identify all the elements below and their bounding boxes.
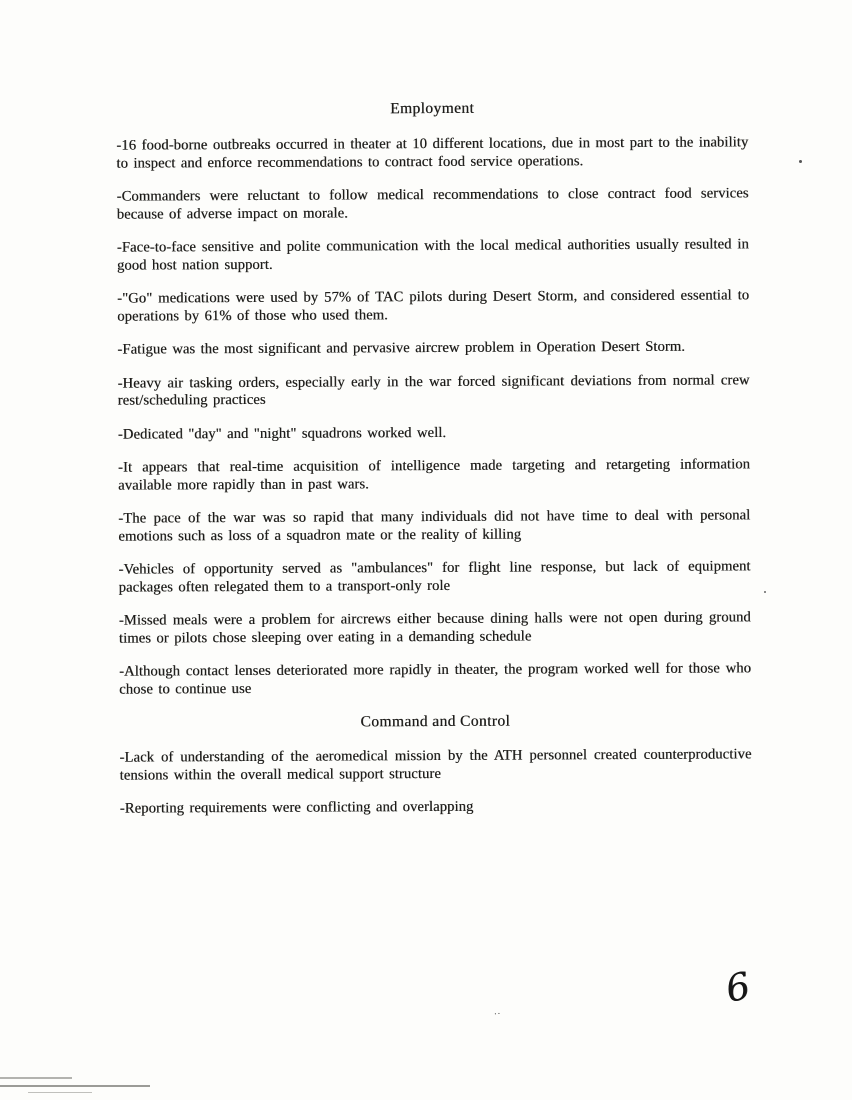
page-number-handwritten: 6 <box>721 964 754 1011</box>
bullet-paragraph: -It appears that real-time acquisition of intelligence made targeting and retargeting information available more rapidly than in past wars. <box>117 456 751 494</box>
scan-edge-artifact <box>0 1077 72 1079</box>
scan-speck <box>764 591 766 593</box>
scan-speck <box>799 160 802 163</box>
scan-artifact-mark: .. <box>493 1005 502 1018</box>
document-content <box>116 98 752 834</box>
scan-edge-artifact <box>0 1085 150 1087</box>
bullet-paragraph: -Lack of understanding of the aeromedical mission by the ATH personnel created counterproductive tensions within the overall medical support structure <box>119 746 752 784</box>
bullet-paragraph: -"Go" medications were used by 57% of TAC pilots during Desert Storm, and considered essential to operations by 61% of those who used them. <box>117 287 750 325</box>
bullet-paragraph: -Face-to-face sensitive and polite communication with the local medical authorities usually resulted in good host nation support. <box>116 236 749 274</box>
bullet-paragraph: -Reporting requirements were conflicting and overlapping <box>119 798 474 817</box>
bullet-paragraph: -Commanders were reluctant to follow medical recommendations to close contract food services because of adverse impact on morale. <box>116 185 749 223</box>
bullet-paragraph: -Dedicated "day" and "night" squadrons worked well. <box>117 424 447 443</box>
section-heading-employment: Employment <box>390 99 475 118</box>
bullet-paragraph: -Fatigue was the most significant and pervasive aircrew problem in Operation Desert Storm. <box>117 338 686 358</box>
section-heading-command-and-control: Command and Control <box>360 712 511 731</box>
bullet-paragraph: -The pace of the war was so rapid that many individuals did not have time to deal with personal emotions such as loss of a squadron mate or the reality of killing <box>118 507 751 545</box>
bullet-paragraph: -Vehicles of opportunity served as "ambulances" for flight line response, but lack of equipment packages often relegated them to a transport-only role <box>118 558 751 596</box>
scan-edge-artifact <box>28 1092 92 1093</box>
bullet-paragraph: -Heavy air tasking orders, especially early in the war forced significant deviations from normal crew rest/scheduling practices <box>117 371 750 409</box>
bullet-paragraph: -16 food-borne outbreaks occurred in theater at 10 different locations, due in most part to the inability to inspect and enforce recommendations to contract food service operations. <box>116 134 749 172</box>
bullet-paragraph: -Although contact lenses deteriorated more rapidly in theater, the program worked well for those who chose to continue use <box>119 660 752 698</box>
bullet-paragraph: -Missed meals were a problem for aircrews either because dining halls were not open during ground times or pilots chose sleeping over eating in a demanding schedule <box>118 609 751 647</box>
